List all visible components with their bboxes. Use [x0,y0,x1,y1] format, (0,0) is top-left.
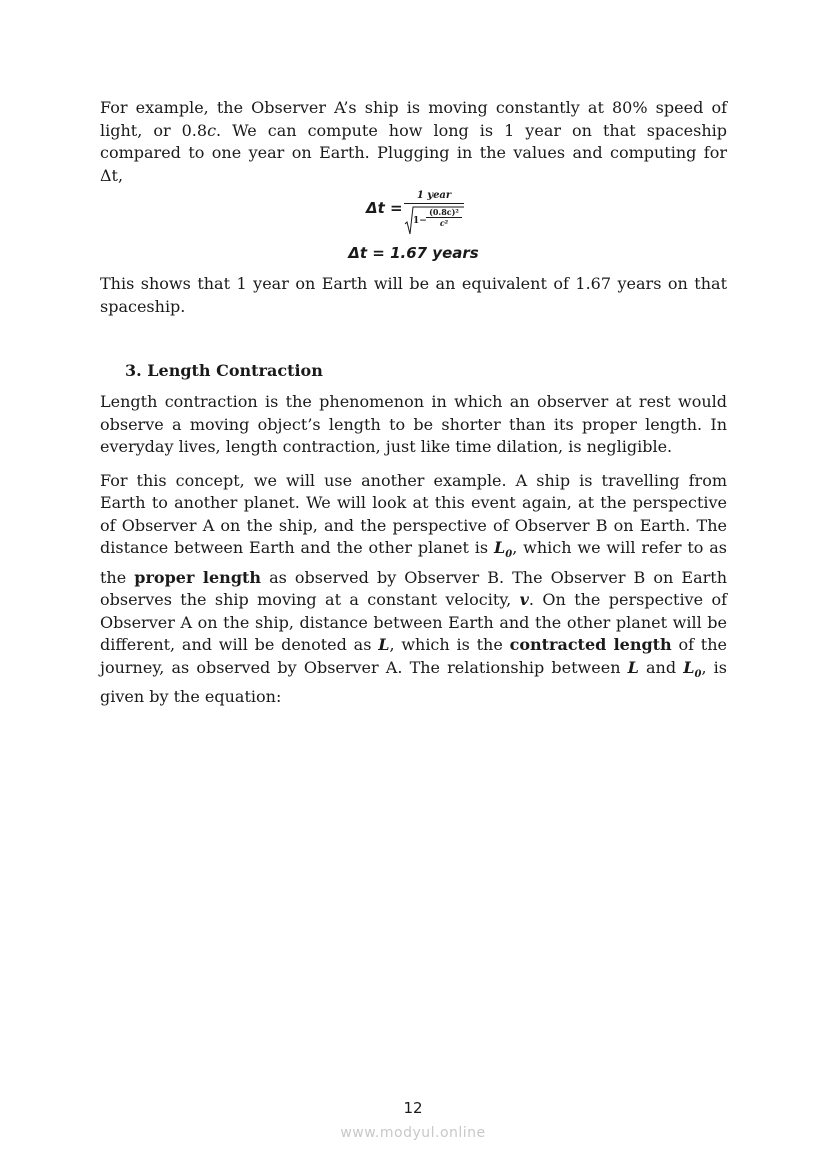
page-number: 12 [403,1099,423,1117]
equation-sub-denominator: c² [439,218,449,228]
equation-one-minus: 1− [413,216,427,226]
equation-fraction [404,189,464,238]
symbol-l0: $L_0$ [494,538,513,561]
paragraph-concept: For this concept, we will use another example. A ship is travelling from Earth to another planet. We will look at this event again, at the perspective of Observer A on the ship, and the perspective of Observer B on Earth. The distance between Earth and the other planet is $L_0$, which we will refer to as the proper length as observed by Observer B. The Observer B on Earth observes the ship moving at a constant velocity, v. On the perspective of Observer A on the ship, distance between Earth and the other planet will be different, and will be denoted as L, which is the contracted length of the journey, as observed by Observer A. The relationship between L and $L_0$, is given by the equation: [100,470,728,707]
term-proper-length: proper length [134,567,262,587]
equation-denominator [404,204,464,238]
term-contracted-length: contracted length [509,635,672,655]
equation-sub-numerator: (0.8c)² [426,207,462,218]
paragraph-example: For example, the Observer A’s ship is moving constantly at 80% speed of light, or 0.8c. We can compute how long is 1 year on that spaceship compared to one year on Earth. Plugging in the values and computing for Δt, [100,98,727,185]
section-heading: 3. Length Contraction [125,361,323,380]
equation-numerator: 1 year [404,189,464,204]
paragraph-result: This shows that 1 year on Earth will be an equivalent of 1.67 years on that spaceship. [100,274,727,316]
symbol-v: v [519,590,529,610]
equation-lhs: Δt = [366,199,403,217]
symbol-l-2: L [627,657,639,677]
result-equation: Δt = 1.67 years [348,244,479,262]
equation-subfraction [426,207,462,228]
time-dilation-equation [100,189,727,239]
page-content [100,97,727,709]
symbol-l: L [378,635,390,655]
watermark-url: www.modyul.online [340,1125,486,1141]
symbol-l0-2: $L_0$ [683,657,702,680]
paragraph-definition: Length contraction is the phenomenon in which an observer at rest would observe a moving object’s length to be shorter than its proper length. In everyday lives, length contraction, just like time dilation, is negligible. [100,392,727,456]
